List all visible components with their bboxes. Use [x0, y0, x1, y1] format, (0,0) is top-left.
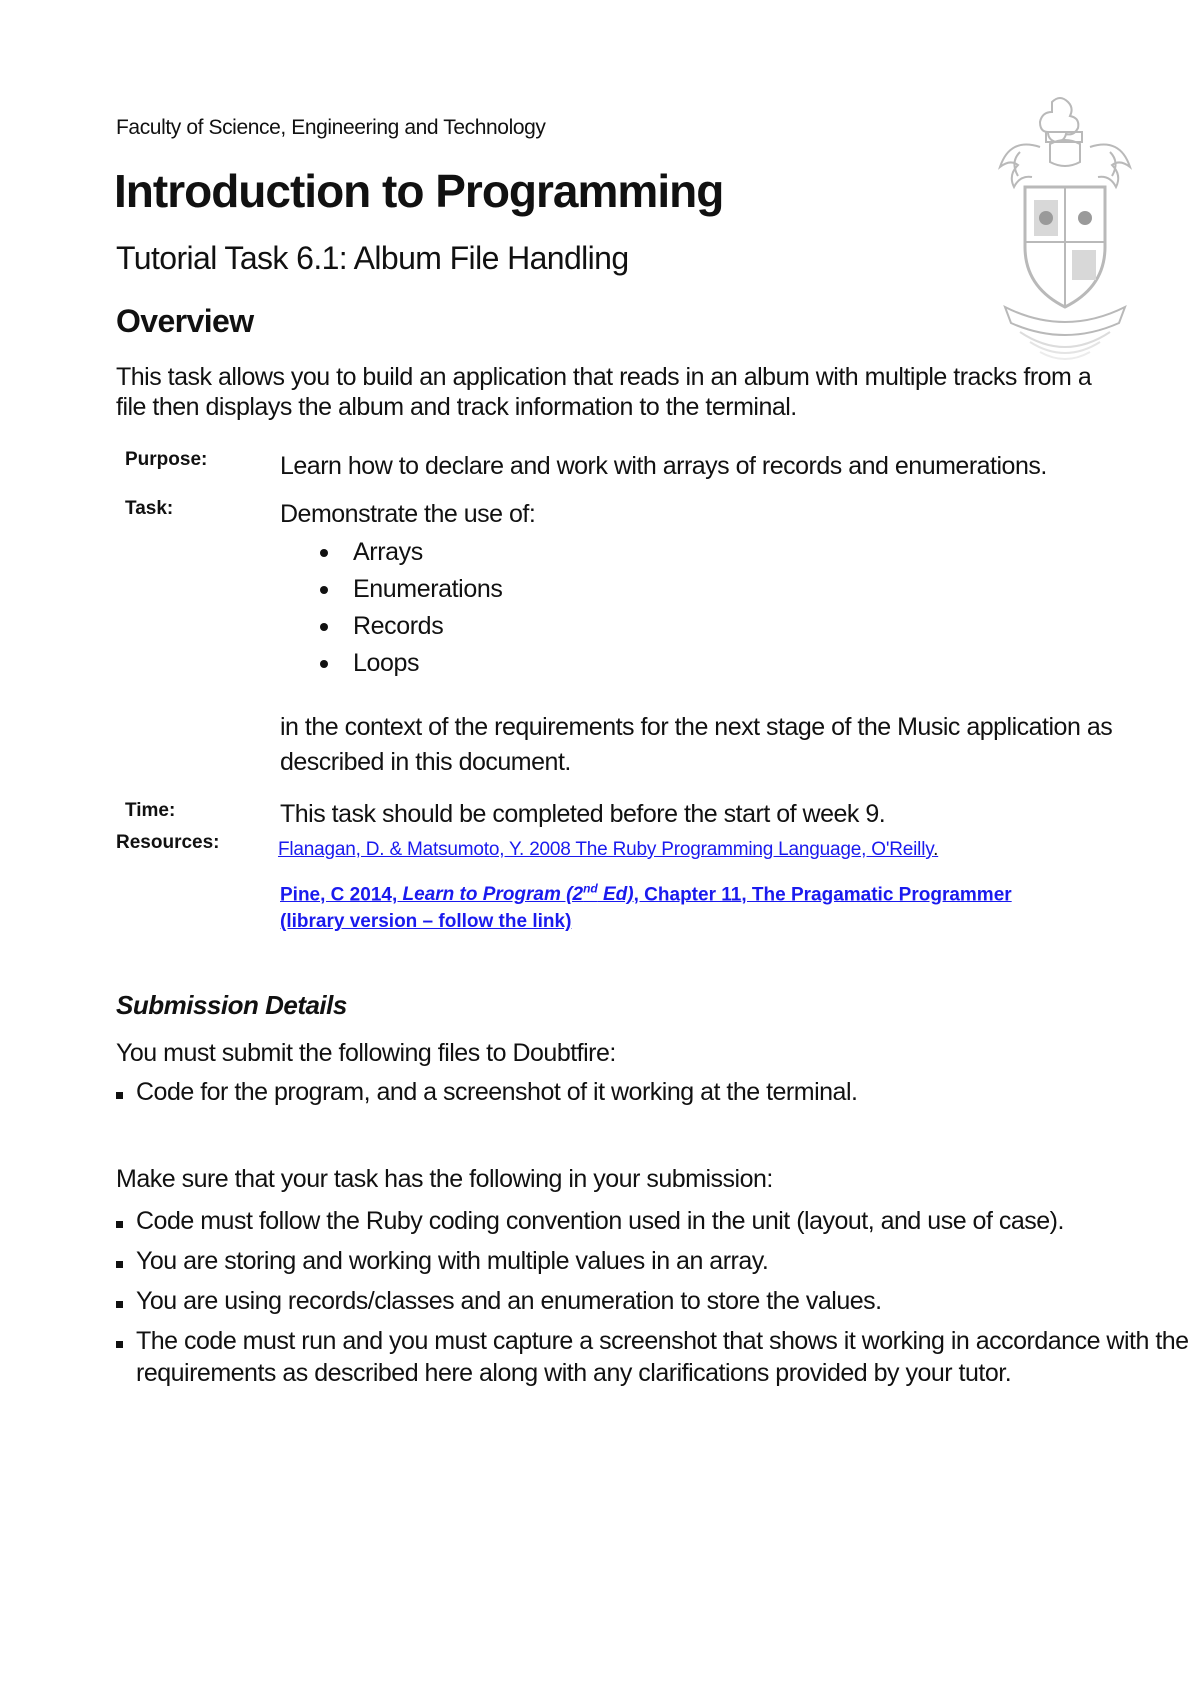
resource-link-learn-to-program[interactable]: Pine, C 2014, Learn to Program (2nd Ed), Chapter 11, The Pragamatic Programmer (library version – follow the link) [280, 882, 1012, 933]
submission-heading: Submission Details [116, 990, 347, 1020]
time-text: This task should be completed before the start of week 9. [280, 800, 886, 828]
list-item: Loops [316, 645, 502, 682]
task-subtitle: Tutorial Task 6.1: Album File Handling [116, 240, 629, 276]
bullet-icon [320, 586, 328, 594]
list-item: Records [316, 608, 502, 645]
task-intro: Demonstrate the use of: [280, 500, 536, 528]
bullet-icon [116, 1341, 123, 1348]
task-topic-list [316, 534, 502, 682]
submission-checklist [116, 1205, 1200, 1389]
list-item: Code for the program, and a screenshot of it working at the terminal. [116, 1076, 1200, 1108]
resources-label: Resources: [116, 832, 220, 853]
bullet-icon [320, 623, 328, 631]
list-item: Code must follow the Ruby coding convention used in the unit (layout, and use of case). [116, 1205, 1200, 1237]
bullet-icon [116, 1301, 123, 1308]
task-label: Task: [125, 498, 174, 519]
page-title: Introduction to Programming [114, 165, 724, 217]
submission-files-list [116, 1076, 1200, 1108]
purpose-label: Purpose: [125, 449, 208, 470]
overview-heading: Overview [116, 303, 254, 339]
bullet-icon [320, 549, 328, 557]
bullet-icon [116, 1221, 123, 1228]
list-item: Arrays [316, 534, 502, 571]
list-item: You are storing and working with multiple values in an array. [116, 1245, 1200, 1277]
overview-text: This task allows you to build an application that reads in an album with multiple tracks from a file then displays the album and track information to the terminal. [116, 363, 1092, 421]
time-label: Time: [125, 800, 176, 821]
list-item: You are using records/classes and an enumeration to store the values. [116, 1285, 1200, 1317]
university-crest-icon [990, 92, 1140, 362]
list-item: Enumerations [316, 571, 502, 608]
bullet-icon [116, 1092, 123, 1099]
purpose-text: Learn how to declare and work with arrays of records and enumerations. [280, 452, 1047, 480]
checklist-intro: Make sure that your task has the following in your submission: [116, 1165, 773, 1193]
submission-intro: You must submit the following files to Doubtfire: [116, 1039, 616, 1067]
bullet-icon [116, 1261, 123, 1268]
bullet-icon [320, 660, 328, 668]
faculty-name: Faculty of Science, Engineering and Technology [116, 116, 546, 139]
list-item: The code must run and you must capture a screenshot that shows it working in accordance with the requirements as described here along with any clarifications provided by your tutor. [116, 1325, 1200, 1389]
resource-link-ruby-book[interactable]: Flanagan, D. & Matsumoto, Y. 2008 The Ruby Programming Language, O'Reilly. [278, 839, 939, 860]
task-context: in the context of the requirements for the next stage of the Music application as described in this document. [280, 713, 1113, 776]
